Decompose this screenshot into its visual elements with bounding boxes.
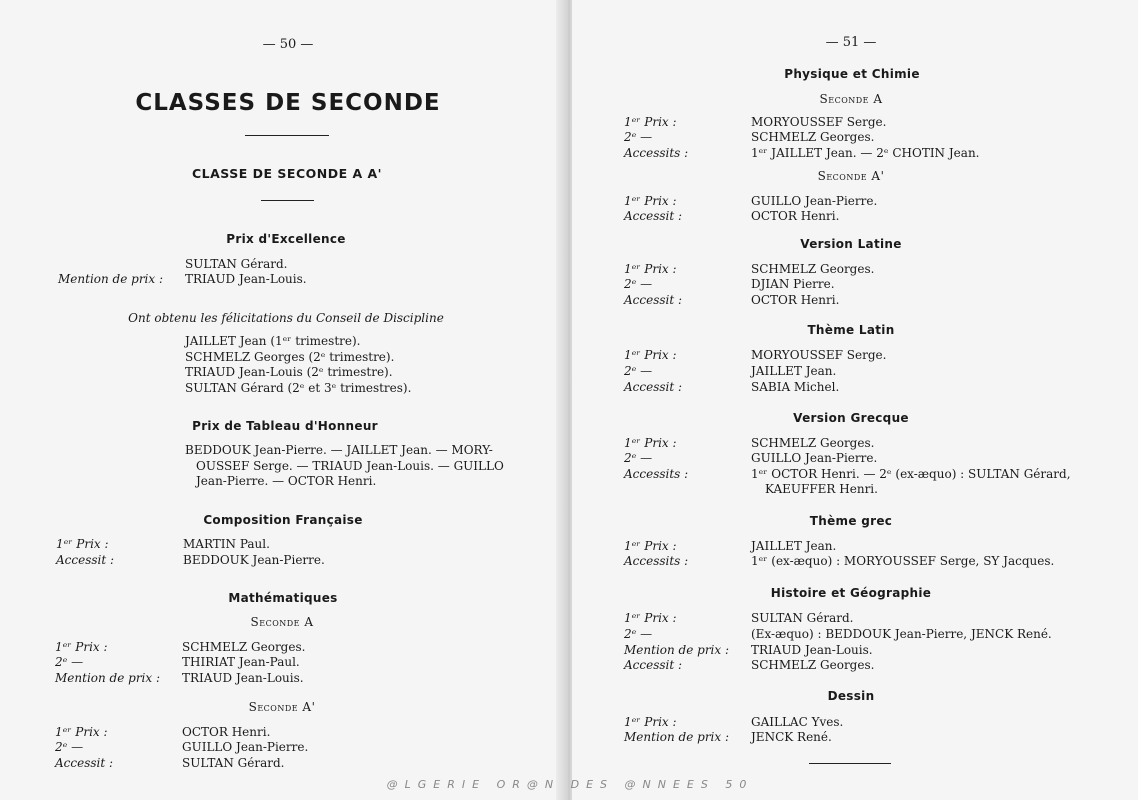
version-grecque-heading: Version Grecque [793,411,909,425]
prize-label: 2ᵉ — [624,627,653,641]
prize-label: 1ᵉʳ Prix : [624,436,677,450]
prize-label: Mention de prix : [624,643,730,657]
prize-name: GUILLO Jean-Pierre. [751,194,878,208]
prize-label: Accessit : [624,380,683,394]
section-subtitle: CLASSE DE SECONDE A A' [191,166,383,181]
prize-name: 1ᵉʳ JAILLET Jean. — 2ᵉ CHOTIN Jean. [751,146,980,160]
maths-heading: Mathématiques [228,591,338,605]
left-page [0,0,566,800]
prize-label: 2ᵉ — [624,130,653,144]
composition-heading: Composition Française [203,513,363,527]
prize-label: Accessits : [624,146,689,160]
prize-label: Accessits : [624,467,689,481]
prize-name: TRIAUD Jean-Louis. [751,643,873,657]
prize-name: SULTAN Gérard. [751,611,854,625]
prize-name: 1ᵉʳ OCTOR Henri. — 2ᵉ (ex-æquo) : SULTAN Gérard, [751,467,1071,481]
excellence-winner: SULTAN Gérard. [185,257,288,271]
right-page [572,0,1138,800]
prize-label: Accessit : [56,553,115,567]
prize-name: OCTOR Henri. [751,293,840,307]
prize-name: THIRIAT Jean-Paul. [182,655,300,669]
prize-name: SCHMELZ Georges. [182,640,306,654]
divider [809,763,891,764]
theme-latin-heading: Thème Latin [807,323,895,337]
class-subheading: Seconde A [819,92,883,106]
prize-name: GAILLAC Yves. [751,715,844,729]
prize-label: 1ᵉʳ Prix : [624,262,677,276]
prize-label: Accessit : [624,658,683,672]
divider [261,200,314,201]
prize-name: TRIAUD Jean-Louis. [185,272,307,286]
theme-grec-heading: Thème grec [809,514,893,528]
prize-name: MARTIN Paul. [183,537,270,551]
watermark: @LGERIE OR@N DES @NNEES 50 [386,778,754,791]
prize-name: (Ex-æquo) : BEDDOUK Jean-Pierre, JENCK René. [751,627,1052,641]
histoire-heading: Histoire et Géographie [770,586,932,600]
prize-label: 1ᵉʳ Prix : [56,537,109,551]
physique-heading: Physique et Chimie [784,67,920,81]
class-subheading: Seconde A' [248,700,316,714]
prize-name: MORYOUSSEF Serge. [751,348,887,362]
prize-name: 1ᵉʳ (ex-æquo) : MORYOUSSEF Serge, SY Jacques. [751,554,1055,568]
felicitations-heading: Ont obtenu les félicitations du Conseil de Discipline [128,311,444,325]
felicitation-line: JAILLET Jean (1ᵉʳ trimestre). [185,334,361,348]
divider [245,135,329,136]
prize-label: 2ᵉ — [624,364,653,378]
prize-label: 1ᵉʳ Prix : [624,115,677,129]
prize-name: SCHMELZ Georges. [751,436,875,450]
prize-name: MORYOUSSEF Serge. [751,115,887,129]
prize-label: Mention de prix : [58,272,164,286]
prize-name: SCHMELZ Georges. [751,658,875,672]
prize-name: OCTOR Henri. [751,209,840,223]
dessin-heading: Dessin [827,689,875,703]
prize-label: Accessit : [624,209,683,223]
prize-label: 1ᵉʳ Prix : [55,725,108,739]
felicitation-line: TRIAUD Jean-Louis (2ᵉ trimestre). [185,365,393,379]
prize-name: SULTAN Gérard. [182,756,285,770]
class-subheading: Seconde A [250,615,314,629]
prize-label: 1ᵉʳ Prix : [624,715,677,729]
felicitation-line: SULTAN Gérard (2ᵉ et 3ᵉ trimestres). [185,381,412,395]
prize-name: BEDDOUK Jean-Pierre. [183,553,325,567]
prize-name: GUILLO Jean-Pierre. [751,451,878,465]
prize-name: JAILLET Jean. [751,364,837,378]
prize-label: Accessit : [55,756,114,770]
felicitation-line: SCHMELZ Georges (2ᵉ trimestre). [185,350,395,364]
prize-name-continuation: KAEUFFER Henri. [765,482,878,496]
tableau-line: BEDDOUK Jean-Pierre. — JAILLET Jean. — MORY- [185,443,493,457]
prize-label: 2ᵉ — [55,655,84,669]
prize-name: SCHMELZ Georges. [751,262,875,276]
class-subheading: Seconde A' [817,169,885,183]
tableau-line: Jean-Pierre. — OCTOR Henri. [196,474,377,488]
prize-label: 1ᵉʳ Prix : [624,194,677,208]
prize-name: TRIAUD Jean-Louis. [182,671,304,685]
prize-label: 1ᵉʳ Prix : [624,348,677,362]
prize-label: Mention de prix : [55,671,161,685]
prize-name: GUILLO Jean-Pierre. [182,740,309,754]
prize-label: Accessit : [624,293,683,307]
prize-name: DJIAN Pierre. [751,277,835,291]
prize-name: OCTOR Henri. [182,725,271,739]
prize-name: SABIA Michel. [751,380,840,394]
page-title: CLASSES DE SECONDE [135,90,441,116]
prize-label: 1ᵉʳ Prix : [55,640,108,654]
page-number: — 51 — [825,35,877,50]
prize-label: 2ᵉ — [624,451,653,465]
prize-label: 2ᵉ — [55,740,84,754]
prize-label: 2ᵉ — [624,277,653,291]
tableau-line: OUSSEF Serge. — TRIAUD Jean-Louis. — GUILLO [196,459,504,473]
prize-label: 1ᵉʳ Prix : [624,611,677,625]
prize-label: 1ᵉʳ Prix : [624,539,677,553]
prize-name: JENCK René. [751,730,832,744]
excellence-heading: Prix d'Excellence [226,232,346,246]
version-latine-heading: Version Latine [800,237,902,251]
page-number: — 50 — [262,37,314,52]
prize-label: Mention de prix : [624,730,730,744]
prize-name: SCHMELZ Georges. [751,130,875,144]
prize-label: Accessits : [624,554,689,568]
tableau-heading: Prix de Tableau d'Honneur [192,419,378,433]
prize-name: JAILLET Jean. [751,539,837,553]
